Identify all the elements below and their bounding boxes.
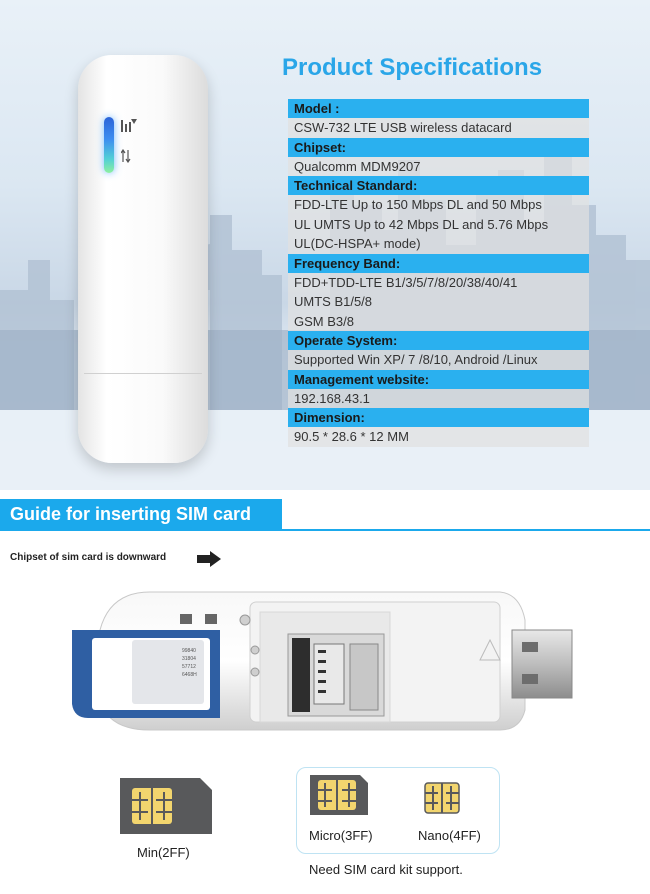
spec-item-frequency-band [288, 254, 589, 332]
spec-value: UMTS B1/5/8 [288, 292, 589, 312]
dongle-open-illustration [0, 580, 650, 760]
spec-heading: Dimension: [288, 408, 589, 427]
spec-heading: Technical Standard: [288, 176, 589, 195]
spec-item-dimension [288, 408, 589, 447]
spec-heading: Frequency Band: [288, 254, 589, 273]
spec-item-chipset [288, 138, 589, 177]
sim-micro-icon [310, 775, 368, 815]
spec-value: UL(DC-HSPA+ mode) [288, 234, 589, 254]
data-arrows-icon [121, 149, 131, 163]
spec-value: FDD-LTE Up to 150 Mbps DL and 50 Mbps [288, 195, 589, 215]
arrow-right-icon [197, 551, 221, 567]
spec-heading: Management website: [288, 370, 589, 389]
spec-heading: Operate System: [288, 331, 589, 350]
sim-micro-label: Micro(3FF) [309, 828, 373, 843]
spec-heading: Model : [288, 99, 589, 118]
spec-item-management-website [288, 370, 589, 409]
spec-value: Qualcomm MDM9207 [288, 157, 589, 177]
signal-icon [121, 118, 137, 132]
spec-value: UL UMTS Up to 42 Mbps DL and 5.76 Mbps [288, 215, 589, 235]
usb-dongle [78, 55, 208, 463]
sim-min-icon [120, 778, 212, 834]
spec-item-operate-system [288, 331, 589, 370]
spec-table [288, 99, 589, 447]
spec-value: GSM B3/8 [288, 312, 589, 332]
chipset-note: Chipset of sim card is downward [10, 552, 167, 563]
spec-value: 192.168.43.1 [288, 389, 589, 409]
sim-card-code-3: 57712 [182, 664, 196, 670]
sim-card-code-4: 6468H [182, 672, 197, 678]
spec-title: Product Specifications [282, 54, 543, 81]
sim-card-code-2: 31804 [182, 656, 196, 662]
spec-heading: Chipset: [288, 138, 589, 157]
spec-value: Supported Win XP/ 7 /8/10, Android /Linux [288, 350, 589, 370]
sim-min-label: Min(2FF) [137, 845, 190, 860]
sim-nano-icon [423, 781, 461, 815]
guide-divider [0, 529, 650, 531]
spec-value: CSW-732 LTE USB wireless datacard [288, 118, 589, 138]
spec-item-technical-standard [288, 176, 589, 254]
sim-kit-note: Need SIM card kit support. [309, 862, 463, 877]
spec-item-model [288, 99, 589, 138]
sim-nano-label: Nano(4FF) [418, 828, 481, 843]
spec-value: FDD+TDD-LTE B1/3/5/7/8/20/38/40/41 [288, 273, 589, 293]
spec-value: 90.5 * 28.6 * 12 MM [288, 427, 589, 447]
sim-card-code-1: 99840 [182, 648, 196, 654]
cap-seam [84, 373, 202, 374]
guide-title: Guide for inserting SIM card [0, 499, 282, 529]
status-led [104, 117, 114, 173]
